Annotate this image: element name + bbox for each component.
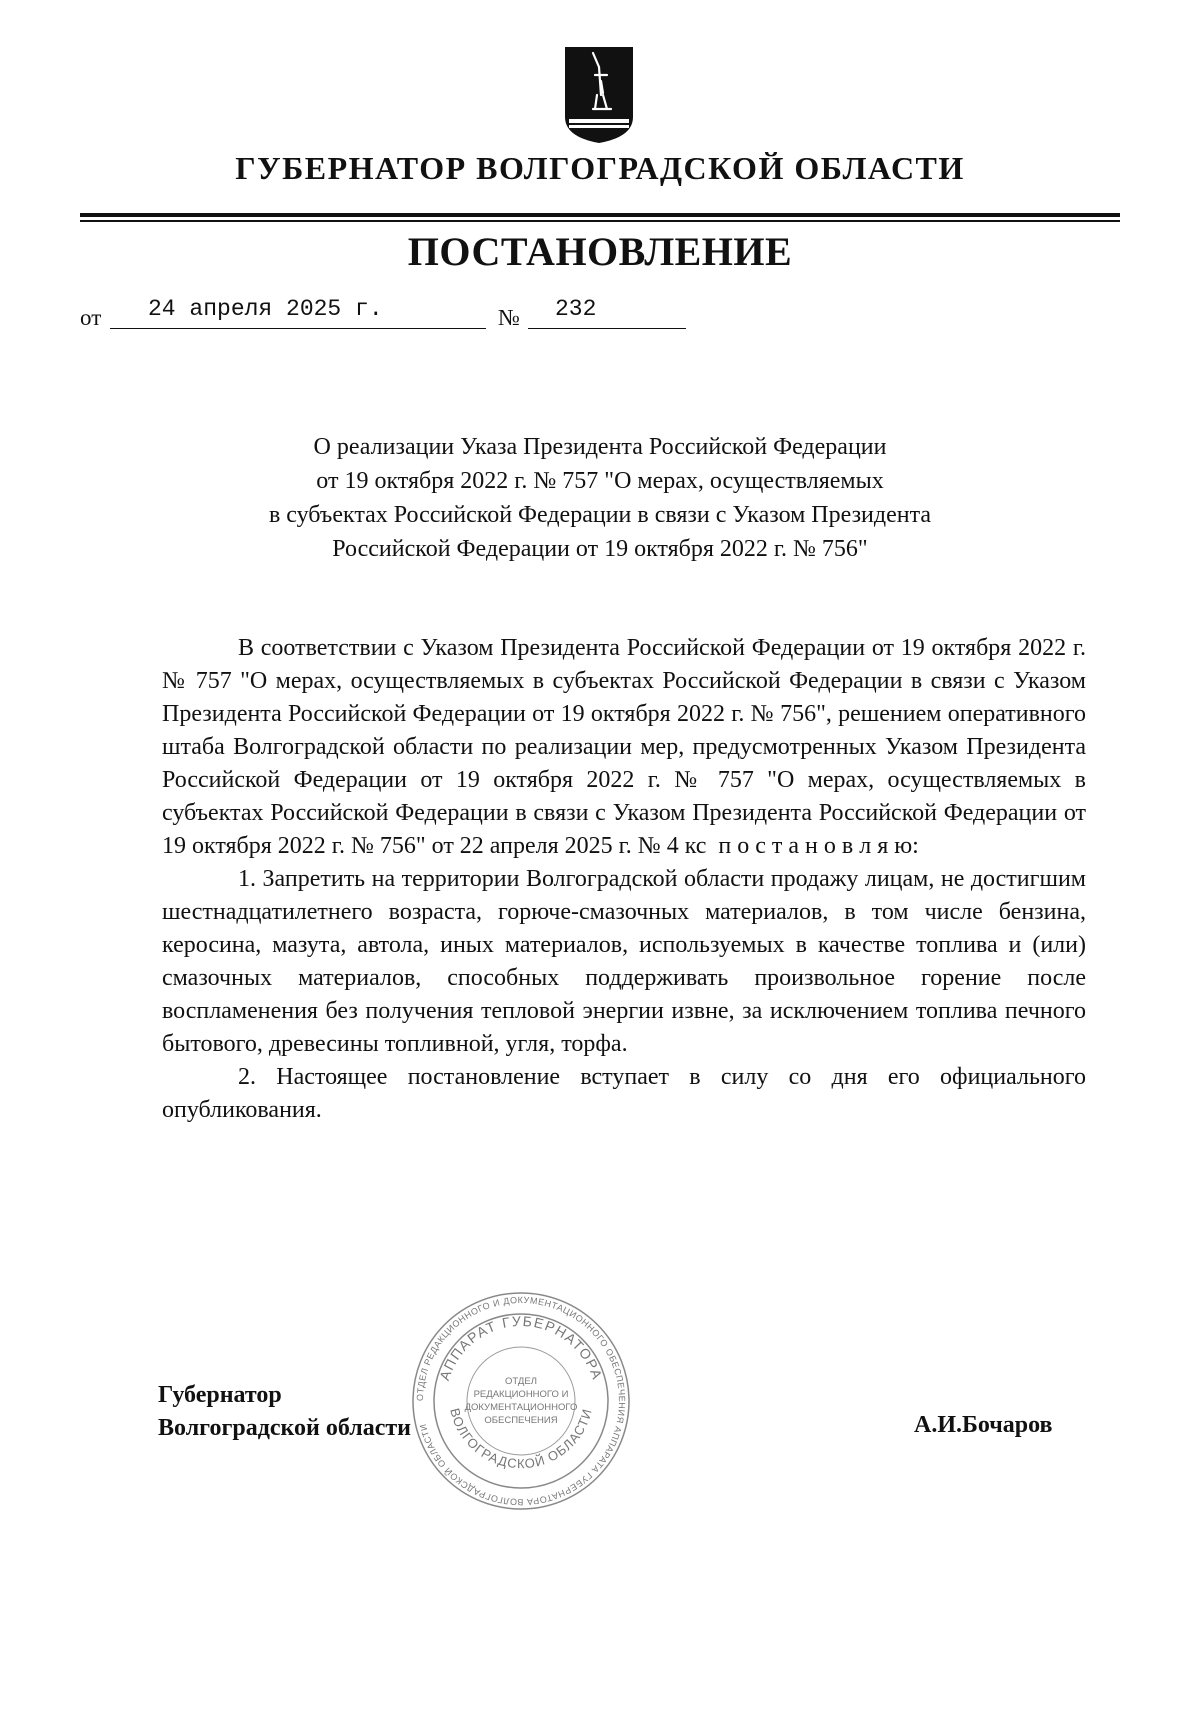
date-label: от (80, 305, 102, 330)
header-rule-thick (80, 213, 1120, 217)
seal-inner-bottom-text: ВОЛГОГРАДСКОЙ ОБЛАСТИ (447, 1406, 595, 1472)
number-label: № (498, 305, 520, 330)
number-underline (528, 328, 686, 329)
issuing-authority-heading: ГУБЕРНАТОР ВОЛГОГРАДСКОЙ ОБЛАСТИ (235, 150, 965, 186)
item-1-paragraph: 1. Запретить на территории Волгоградской области продажу лицам, не достигшим шестнадцатилетнего возраста, горюче-смазочных материалов, в том числе бензина, керосина, мазута, автола, иных материалов, используемых в качестве топлива и (или) смазочных материалов, способных поддерживать произвольное горение после воспламенения без получения тепловой энергии извне, за исключением топлива печного бытового, древесины топливной, угля, торфа. (162, 866, 1086, 1057)
document-subject (200, 430, 1000, 566)
item-2-paragraph: 2. Настоящее постановление вступает в силу со дня его официального опубликования. (162, 1064, 1086, 1123)
document-date: 24 апреля 2025 г. (148, 296, 383, 322)
subject-line: Российской Федерации от 19 октября 2022 г. № 756" (332, 536, 868, 562)
preamble-text: В соответствии с Указом Президента Российской Федерации от 19 октября 2022 г. № 757 "О мерах, осуществляемых в субъектах Российской Федерации в связи с Указом Президента Российской Федерации от 19 октября 2022 г. № 756", решением оперативного штаба Волгоградской области по реализации мер, предусмотренных Указом Президента Российской Федерации от 19 октября 2022 г. № 757 "О мерах, осуществляемых в субъектах Российской Федерации в связи с Указом Президента Российской Федерации от 19 октября 2022 г. № 756" от 22 апреля 2025 г. № 4 кс (162, 635, 1086, 859)
seal-outer-ring-text: ОТДЕЛ РЕДАКЦИОННОГО И ДОКУМЕНТАЦИОННОГО ОБЕСПЕЧЕНИЯ АППАРАТА ГУБЕРНАТОРА ВОЛГОГРАДСКОЙ ОБЛАСТИ (414, 1294, 628, 1508)
seal-inner-top-text: АППАРАТ ГУБЕРНАТОРА (436, 1312, 606, 1383)
signatory-name: А.И.Бочаров (914, 1412, 1053, 1438)
seal-center-line: ОБЕСПЕЧЕНИЯ (484, 1415, 558, 1426)
official-seal-stamp (408, 1288, 634, 1514)
document-body (162, 632, 1086, 1127)
preamble-paragraph (162, 632, 1086, 863)
signatory-title-line: Губернатор (158, 1382, 282, 1408)
signatory-title (158, 1379, 411, 1445)
decree-word: п о с т а н о в л я ю: (718, 833, 919, 859)
coat-of-arms-emblem (563, 45, 635, 145)
subject-line: в субъектах Российской Федерации в связи с Указом Президента (268, 502, 932, 528)
subject-line: О реализации Указа Президента Российской Федерации (313, 434, 887, 460)
seal-center-line: ДОКУМЕНТАЦИОННОГО (464, 1402, 578, 1413)
seal-center-line: РЕДАКЦИОННОГО И (473, 1389, 569, 1400)
signatory-title-line: Волгоградской области (158, 1415, 411, 1441)
document-number: 232 (555, 296, 597, 322)
subject-line: от 19 октября 2022 г. № 757 "О мерах, осуществляемых (316, 468, 884, 494)
seal-center-line: ОТДЕЛ (505, 1376, 537, 1387)
document-type-title: ПОСТАНОВЛЕНИЕ (407, 229, 793, 274)
date-underline (110, 328, 486, 329)
header-rule-thin (80, 220, 1120, 222)
